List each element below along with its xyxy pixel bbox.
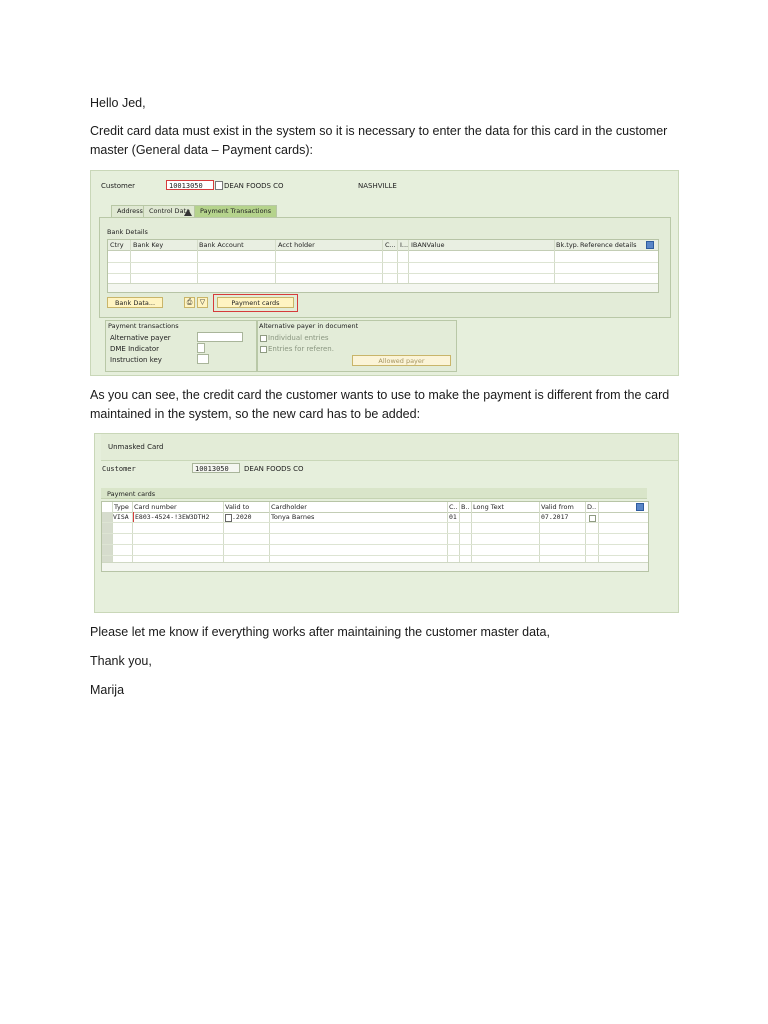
mouse-cursor-icon [184,209,192,216]
customer-name: DEAN FOODS CO [244,465,304,473]
cell-c: 01 [449,513,457,521]
column-divider [459,502,460,571]
row-divider [102,555,648,556]
column-divider [223,502,224,571]
cell-d-checkbox[interactable] [589,514,597,522]
column-long-text: Long Text [473,503,504,511]
tab-payment-transactions[interactable]: Payment Transactions [194,205,277,217]
customer-city: NASHVILLE [358,182,397,190]
copy-icon [215,181,223,190]
bank-data-button[interactable]: Bank Data... [107,297,163,308]
payment-cards-button[interactable]: Payment cards [217,297,294,308]
alternative-payer-field[interactable] [197,332,243,342]
dialog-title-bar [101,434,678,461]
greeting: Hello Jed, [90,96,146,110]
closing: Thank you, [90,654,152,668]
column-d: D.. [587,503,597,511]
cell-valid-to: .2020 [232,513,252,521]
column-b: B.. [461,503,470,511]
paragraph-intro: Credit card data must exist in the system so it is necessary to enter the data for this card in the customer master (General data – Payment cards): [90,124,668,157]
bank-table-scrollbar[interactable] [108,283,658,292]
row-divider [102,544,648,545]
bank-details-table[interactable] [107,239,659,293]
row-divider [102,522,648,523]
payment-cards-scrollbar[interactable] [102,562,648,571]
table-settings-icon[interactable] [646,241,654,249]
customer-label: Customer [102,465,136,473]
paragraph-request: Please let me know if everything works after maintaining the customer master data, [90,625,550,639]
unmasked-card-screenshot [94,433,679,613]
row-divider [108,262,658,263]
customer-number-field: 10013050 [192,463,240,473]
column-bank-key: Bank Key [133,241,164,249]
customer-label: Customer [101,182,136,190]
cell-card-number[interactable]: E803-4524-!3EW3DTH2 [135,513,210,521]
dialog-title: Unmasked Card [108,443,164,451]
checkbox-icon [260,335,267,342]
entries-for-reference-checkbox[interactable] [260,345,334,353]
checkbox-icon [260,346,267,353]
checkbox-icon [589,515,596,522]
column-bank-account: Bank Account [199,241,244,249]
paragraph-explanation: As you can see, the credit card the customer wants to use to make the payment is different from the card maintained in the system, so the new card has to be added: [90,388,670,421]
entries-for-reference-label: Entries for referen. [268,345,334,353]
table-settings-icon[interactable] [636,503,644,511]
card-number-cursor [133,512,134,522]
column-cardholder: Cardholder [271,503,307,511]
column-type: Type [114,503,129,511]
column-c: C.. [449,503,458,511]
column-divider [447,502,448,571]
payment-cards-table[interactable] [101,501,649,572]
cell-valid-from: 07.2017 [541,513,569,521]
individual-entries-label: Individual entries [268,334,329,342]
dme-indicator-label: DME Indicator [110,345,160,353]
payment-cards-section-bar [101,488,647,499]
print-icon[interactable]: ⎙ [184,297,195,308]
cell-cardholder: Tonya Barnes [271,513,315,521]
row-divider [108,273,658,274]
tab-address[interactable]: Address [111,205,149,217]
column-bk-typ: Bk.typ. [556,241,579,249]
tab-control-data[interactable]: Control Data [143,205,196,217]
bank-details-title: Bank Details [107,228,148,236]
column-iban-value: IBANValue [411,241,445,249]
alternative-payer-label: Alternative payer [110,334,171,342]
customer-number-field[interactable]: 10013050 [166,180,214,190]
copy-icon [225,514,232,522]
instruction-key-label: Instruction key [110,356,162,364]
column-reference-details: Reference details [580,241,637,249]
row-divider [102,533,648,534]
column-c: C... [385,241,396,249]
column-divider [598,502,599,571]
payment-transactions-title: Payment transactions [108,322,179,330]
individual-entries-checkbox[interactable] [260,334,329,342]
signature: Marija [90,683,125,697]
column-valid-from: Valid from [541,503,574,511]
column-divider [539,502,540,571]
column-divider [269,502,270,571]
column-i: I... [400,241,409,249]
allowed-payer-button[interactable]: Allowed payer [352,355,451,366]
column-divider [585,502,586,571]
instruction-key-field[interactable] [197,354,209,364]
column-divider [471,502,472,571]
payment-cards-title: Payment cards [107,490,156,498]
customer-name: DEAN FOODS CO [224,182,284,190]
dme-indicator-field[interactable] [197,343,205,353]
column-card-number: Card number [134,503,177,511]
alternative-payer-title: Alternative payer in document [259,322,359,330]
column-valid-to: Valid to [225,503,250,511]
column-ctry: Ctry [110,241,124,249]
customer-master-screenshot [90,170,679,376]
cell-type: VISA [113,513,129,521]
column-acct-holder: Acct holder [278,241,315,249]
filter-icon[interactable]: ▽ [197,297,208,308]
